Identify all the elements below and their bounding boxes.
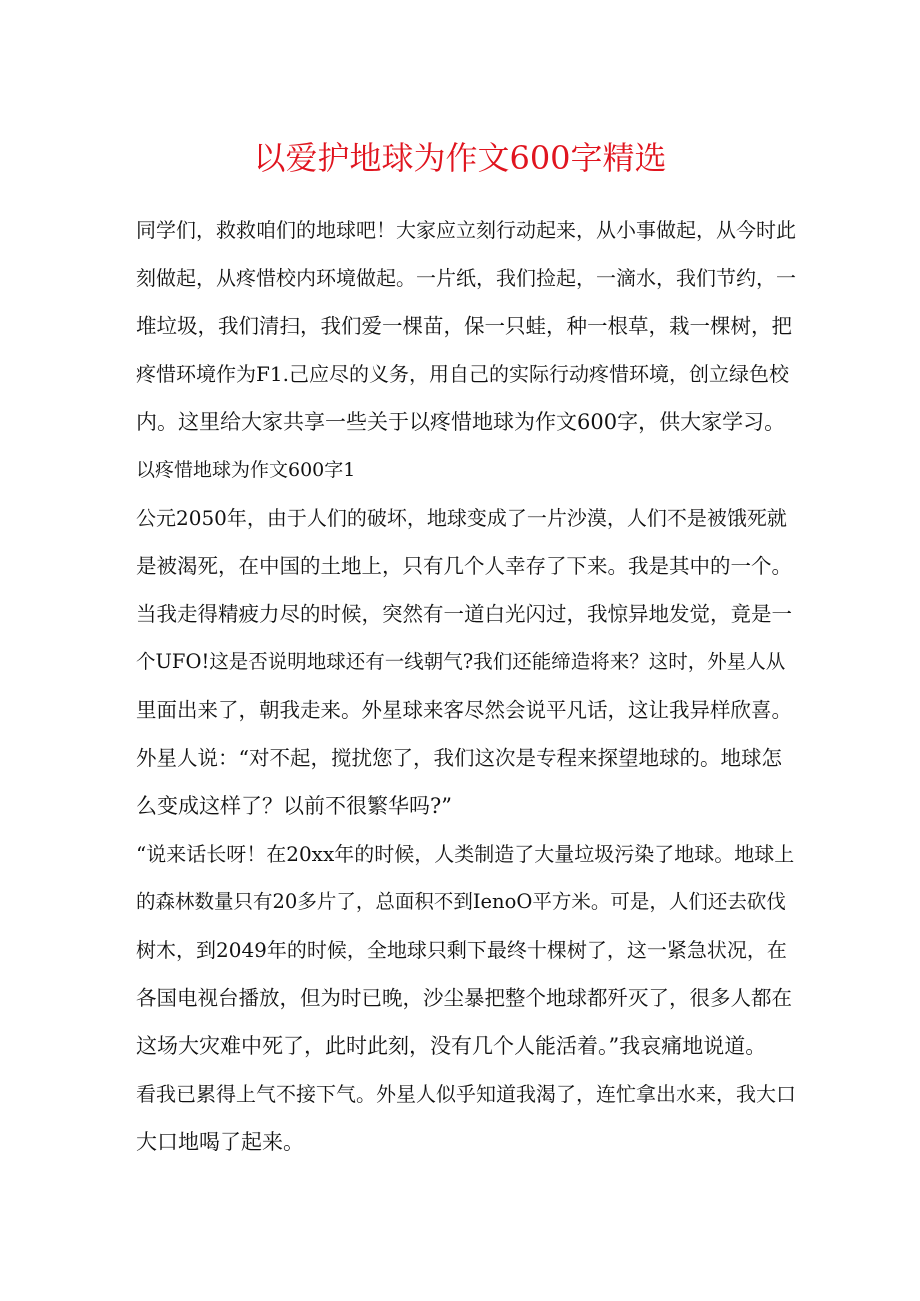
paragraph-line: 同学们，救救咱们的地球吧！大家应立刻行动起来，从小事做起，从今时此 [136, 218, 796, 242]
paragraph-line: 堆垃圾，我们清扫，我们爱一棵苗，保一只蛙，种一根草，栽一棵树，把 [136, 314, 792, 338]
paragraph-line: 大口地喝了起来。 [136, 1130, 304, 1154]
paragraph-line: 内。这里给大家共享一些关于以疼惜地球为作文600字，供大家学习。 [136, 410, 786, 434]
paragraph-line: 这场大灾难中死了，此时此刻，没有几个人能活着。”我哀痛地说道。 [136, 1034, 767, 1058]
paragraph-line: 外星人说：“对不起，搅扰您了，我们这次是专程来探望地球的。地球怎 [136, 746, 782, 770]
paragraph-line: “说来话长呀！在20xx年的时候，人类制造了大量垃圾污染了地球。地球上 [136, 842, 795, 866]
document-title: 以爱护地球为作文600字精选 [253, 139, 667, 177]
paragraph-line: 看我已累得上气不接下气。外星人似乎知道我渴了，连忙拿出水来，我大口 [136, 1082, 796, 1106]
section-heading: 以疼惜地球为作文600字1 [136, 459, 356, 481]
document-body [136, 206, 796, 1166]
paragraph-line: 的森林数量只有20多片了，总面积不到IenoO平方米。可是，人们还去砍伐 [136, 890, 786, 913]
paragraph-line: 疼惜环境作为F1.己应尽的义务，用自己的实际行动疼惜环境，创立绿色校 [136, 362, 789, 386]
paragraph-line: 个UFO!这是否说明地球还有一线朝气?我们还能缔造将来？这时，外星人从 [136, 650, 786, 673]
paragraph-line: 里面出来了，朝我走来。外星球来客尽然会说平凡话，这让我异样欣喜。 [136, 698, 792, 722]
paragraph-line: 树木，到2049年的时候，全地球只剩下最终十棵树了，这一紧急状况，在 [136, 938, 787, 962]
paragraph-line: 是被渴死，在中国的土地上，只有几个人幸存了下来。我是其中的一个。 [136, 554, 792, 578]
paragraph-line: 么变成这样了？以前不很繁华吗?” [136, 794, 452, 818]
paragraph-line: 各国电视台播放，但为时已晚，沙尘暴把整个地球都歼灭了，很多人都在 [136, 986, 792, 1010]
paragraph-line: 当我走得精疲力尽的时候，突然有一道白光闪过，我惊异地发觉，竟是一 [136, 602, 792, 626]
paragraph-line: 公元2050年，由于人们的破坏，地球变成了一片沙漠，人们不是被饿死就 [136, 506, 787, 530]
paragraph-line: 刻做起，从疼惜校内环境做起。一片纸，我们捡起，一滴水，我们节约，一 [136, 266, 796, 290]
